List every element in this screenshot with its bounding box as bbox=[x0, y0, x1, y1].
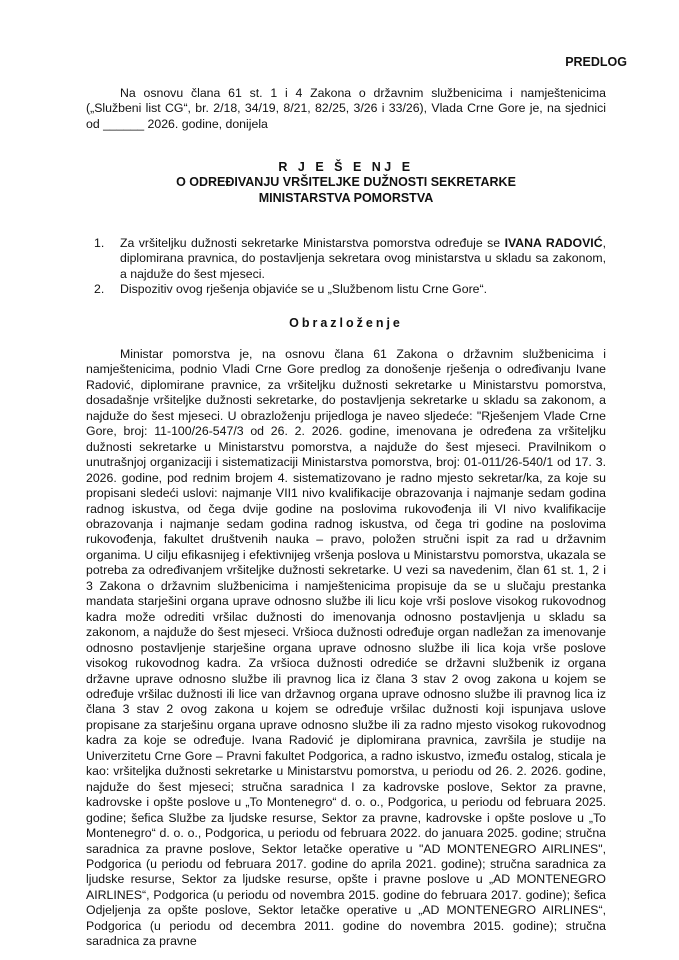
title-subject-line-2: MINISTARSTVA POMORSTVA bbox=[258, 190, 434, 205]
dispositive-item bbox=[86, 282, 606, 297]
title-resenje: R J E Š E NJ E bbox=[278, 160, 414, 174]
appointee-name: IVANA RADOVIĆ bbox=[504, 236, 603, 250]
item-number: 2. bbox=[94, 282, 105, 297]
item-text-before: Za vršiteljku dužnosti sekretarke Ministarstva pomorstva određuje se bbox=[120, 236, 505, 250]
document-title bbox=[86, 160, 606, 206]
intro-paragraph: Na osnovu člana 61 st. 1 i 4 Zakona o državnim službenicima i namještenicima („Službeni list CG“, br. 2/18, 34/19, 8/21, 82/25, 3/26 i 33/26), Vlada Crne Gore je, na sjednici od ______ 2026. godine, donijela bbox=[86, 86, 606, 131]
dispositive-list bbox=[86, 236, 606, 298]
obrazlozenje-heading: Obrazloženje bbox=[289, 316, 403, 330]
dispositive-item bbox=[86, 236, 606, 282]
item-number: 1. bbox=[94, 236, 105, 250]
title-subject-line-1: O ODREĐIVANJU VRŠITELJKE DUŽNOSTI SEKRETARKE bbox=[176, 175, 516, 190]
item-text-before: Dispozitiv ovog rješenja objaviće se u „Službenom listu Crne Gore“. bbox=[120, 282, 488, 297]
intro-section bbox=[86, 86, 606, 132]
obrazlozenje-body: Ministar pomorstva je, na osnovu člana 61 Zakona o državnim službenicima i namještenicima, podnio Vladi Crne Gore predlog za donošenje rješenja o određivanju Ivane Radović, diplomirane pravnice, za vršiteljku dužnosti sekretarke u Ministarstvu pomorstva, dosadašnje vršiteljke dužnosti sekretarke, do postavljenja sekretarke u skladu sa zakonom, a najduže do šest mjeseci. U obrazloženju prijedloga je naveo sljedeće: "Rješenjem Vlade Crne Gore, broj: 11-100/26-547/3 od 26. 2. 2026. godine, imenovana je određena za vršiteljku dužnosti sekretarke u Ministarstvu pomorstva, a najduže do šest mjeseci. Pravilnikom o unutrašnjoj organizaciji i sistematizaciji Ministarstva pomorstva, broj: 01-011/26-540/1 od 17. 3. 2026. godine, pod rednim brojem 4. sistematizovano je radno mjesto sekretar/ka, za koje su propisani sledeći uslovi: najmanje VII1 nivo kvalifikacije obrazovanja i najmanje sedam godina radnog iskustva, od čega dvije godine na poslovima rukovođenja ili VI nivo kvalifikacije obrazovanja i najmanje sedam godina radnog iskustva, od čega tri godine na poslovima rukovođenja, fakultet društvenih nauka – pravo, položen stručni ispit za rad u državnim organima. U cilju efikasnijeg i efektivnijeg vršenja poslova u Ministarstvu pomorstva, ukazala se potreba za određivanjem vršiteljke dužnosti sekretarke. U vezi sa navedenim, član 61 st. 1, 2 i 3 Zakona o državnim službenicima i namještenicima propisuje da se u slučaju prestanka mandata starješini organa uprave odnosno službe ili licu koje vrši poslove visokog rukovodnog kadra može odrediti vršilac dužnosti do imenovanja odnosno postavljenja u skladu sa zakonom, a najduže do šest mjeseci. Vršioca dužnosti određuje organ nadležan za imenovanje odnosno postavljenje starješine organa uprave odnosno službe ili lica koja vrše poslove visokog rukovodnog kadra. Za vršioca dužnosti odrediće se državni službenik iz organa državne uprave odnosno službe ili pravnog lica iz člana 3 stav 2 ovog zakona u kojem se određuje vršilac dužnosti ili lice van državnog organa uprave odnosno službe ili pravnog lica iz člana 3 stav 2 ovog zakona u kojem se određuje vršilac dužnosti koji ispunjava uslove propisane za starješinu organa uprave odnosno službe ili za radno mjesto visokog rukovodnog kadra za koje se određuje. Ivana Radović je diplomirana pravnica, završila je studije na Univerzitetu Crne Gore – Pravni fakultet Podgorica, a radno iskustvo, između ostalog, sticala je kao: vršiteljka dužnosti sekretarke u Ministarstvu pomorstva, u periodu od 26. 2. 2026. godine, najduže do šest mjeseci; stručna saradnica I za kadrovske poslove, Sektor za pravne, kadrovske i opšte poslove u „To Montenegro“ d. o. o., Podgorica, u periodu od februara 2025. godine; šefica Službe za ljudske resurse, Sektor za pravne, kadrovske i opšte poslove u „To Montenegro“ d. o. o., Podgorica, u periodu od februara 2022. do januara 2025. godine; stručna saradnica za pravne poslove, Sektor letačke operative u "AD MONTENEGRO AIRLINES", Podgorica (u periodu od februara 2017. godine do aprila 2021. godine); stručna saradnica za ljudske resurse, Sektor za ljudske resurse, opšte i pravne poslove u „AD MONTENEGRO AIRLINES“, Podgorica (u periodu od novembra 2015. godine do februara 2017. godine); šefica Odjeljenja za opšte poslove, Sektor letačke operative u „AD MONTENEGRO AIRLINES“, Podgorica (u periodu od decembra 2011. godine do novembra 2015. godine); stručna saradnica za pravne bbox=[86, 347, 606, 949]
predlog-label: PREDLOG bbox=[565, 55, 627, 69]
item-text-after: , diplomirana pravnica, do postavljenja sekretara ovog ministarstva u skladu sa zakonom, a najduže do šest mjeseci. bbox=[120, 236, 606, 281]
